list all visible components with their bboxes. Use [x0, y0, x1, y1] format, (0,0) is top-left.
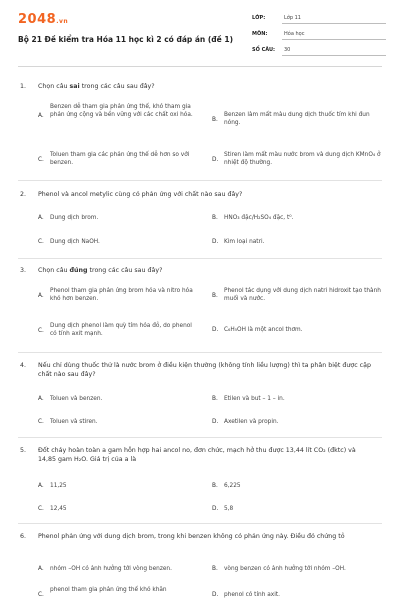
option-letter: B.	[212, 117, 218, 123]
option-text: nhóm –OH có ảnh hưởng tới vòng benzen.	[50, 566, 172, 572]
option-text: vòng benzen có ảnh hưởng tới nhóm –OH.	[224, 566, 346, 572]
option-text: C₆H₅OH là một ancol thơm.	[224, 327, 303, 333]
option-letter: C.	[38, 506, 44, 512]
option-text: Toluen và stiren.	[50, 419, 98, 425]
option-text: Axetilen và propin.	[224, 419, 279, 425]
option-letter: A.	[38, 113, 44, 119]
option-text: Phenol tham gia phản ứng brom hóa và nitro hóa khó hơn benzen.	[50, 288, 193, 303]
question-separator	[18, 523, 382, 524]
option-letter: A.	[38, 293, 44, 299]
prompt-emphasis: đúng	[69, 267, 88, 274]
option-letter: C.	[38, 328, 44, 334]
option-letter: D.	[212, 592, 219, 598]
question-prompt: Đốt cháy hoàn toàn a gam hỗn hợp hai ancol no, đơn chức, mạch hở thu được 13,44 lít CO₂ (đktc) và 14,85 gam H₂O. Giá trị của a là	[38, 447, 356, 463]
prompt-part: trong các câu sau đây?	[87, 267, 163, 274]
option-letter: B.	[212, 566, 218, 572]
logo-suffix: .vn	[56, 18, 69, 25]
question-number: 1.	[20, 83, 27, 90]
question-prompt: Phenol phản ứng với dung dịch brom, trong khi benzen không có phản ứng này. Điều đó chứng tỏ	[38, 533, 345, 540]
site-logo[interactable]	[18, 12, 68, 27]
page-header	[0, 0, 400, 62]
option-text: 6,225	[224, 483, 241, 489]
option-text: HNO₃ đặc/H₂SO₄ đặc, t⁰.	[224, 215, 294, 221]
option-letter: C.	[38, 239, 44, 245]
count-underline	[282, 55, 386, 56]
option-text: Toluen và benzen.	[50, 396, 103, 402]
option-letter: D.	[212, 327, 219, 333]
question-prompt: Phenol và ancol metylic cùng có phản ứng với chất nào sau đây?	[38, 191, 243, 198]
option-letter: C.	[38, 157, 44, 163]
question-separator	[18, 180, 382, 181]
option-letter: B.	[212, 396, 218, 402]
subject-underline	[282, 39, 386, 40]
subject-label: MÔN:	[252, 31, 268, 37]
count-label: SỐ CÂU:	[252, 47, 276, 53]
option-text: Dung dịch NaOH.	[50, 239, 100, 245]
question-separator	[18, 258, 382, 259]
option-letter: A.	[38, 396, 44, 402]
option-letter: D.	[212, 419, 219, 425]
option-letter: D.	[212, 157, 219, 163]
option-text: Etilen và but – 1 – in.	[224, 396, 285, 402]
question-prompt	[38, 266, 374, 275]
option-letter: D.	[212, 506, 219, 512]
option-text: phenol tham gia phản ứng thế khó khăn	[50, 587, 167, 593]
option-letter: C.	[38, 419, 44, 425]
option-text: 12,45	[50, 506, 67, 512]
prompt-part: Chọn câu	[38, 83, 70, 90]
question-prompt: Nếu chỉ dùng thuốc thử là nước brom ở điều kiện thường (không tính liều lượng) thì ta phân biệt được cặp chất nào sau đây?	[38, 362, 371, 378]
option-letter: D.	[212, 239, 219, 245]
logo-main: 2048	[18, 12, 57, 27]
subject-value: Hóa học	[284, 31, 305, 37]
prompt-part: trong các câu sau đây?	[79, 83, 155, 90]
prompt-part: Chọn câu	[38, 267, 70, 274]
option-text: Benzen làm mất màu dung dịch thuốc tím khi đun nóng.	[224, 112, 370, 127]
count-value: 30	[284, 47, 291, 53]
option-letter: B.	[212, 215, 218, 221]
option-text: Kim loại natri.	[224, 239, 265, 245]
question-separator	[18, 437, 382, 438]
option-text: 11,25	[50, 483, 67, 489]
question-separator	[18, 352, 382, 353]
option-letter: C.	[38, 592, 44, 598]
document-title: Bộ 21 Đề kiểm tra Hóa 11 học kì 2 có đáp án (đề 1)	[18, 35, 234, 44]
option-text: Stiren làm mất màu nước brom và dung dịch KMnO₄ ở nhiệt độ thường.	[224, 152, 381, 167]
option-text: phenol có tính axit.	[224, 592, 280, 598]
question-number: 6.	[20, 533, 27, 540]
option-letter: B.	[212, 293, 218, 299]
option-letter: B.	[212, 483, 218, 489]
question-number: 5.	[20, 447, 27, 454]
option-text: Benzen dễ tham gia phản ứng thế, khó tham gia phản ứng cộng và bền vững với các chất oxi hóa.	[50, 104, 193, 119]
option-text: Phenol tác dụng với dung dịch natri hidroxit tạo thành muối và nước.	[224, 288, 381, 303]
class-label: LỚP:	[252, 15, 266, 21]
option-letter: A.	[38, 215, 44, 221]
question-number: 3.	[20, 267, 27, 274]
class-underline	[282, 23, 386, 24]
option-letter: A.	[38, 566, 44, 572]
option-text: Dung dịch phenol làm quỳ tím hóa đỏ, do phenol có tính axit mạnh.	[50, 323, 192, 338]
class-value: Lớp 11	[284, 15, 301, 21]
option-text: Toluen tham gia các phản ứng thế dễ hơn so với benzen.	[50, 152, 190, 167]
question-prompt	[38, 82, 374, 91]
option-text: Dung dịch brom.	[50, 215, 99, 221]
question-number: 2.	[20, 191, 27, 198]
option-text: 5,8	[224, 506, 234, 512]
question-number: 4.	[20, 362, 27, 369]
prompt-emphasis: sai	[69, 83, 80, 90]
header-divider	[18, 66, 382, 67]
option-letter: A.	[38, 483, 44, 489]
